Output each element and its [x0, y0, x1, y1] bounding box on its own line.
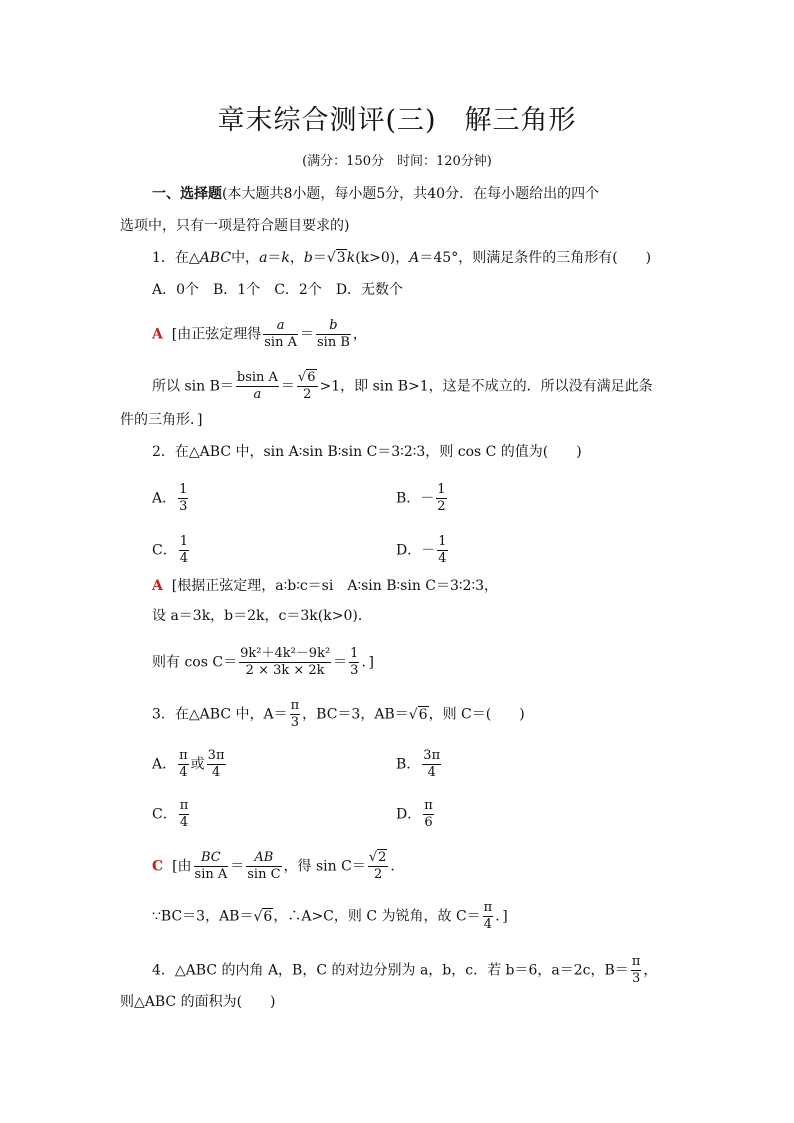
fraction: [239, 646, 331, 679]
fraction-denominator: 2: [303, 387, 312, 402]
q1-solution-line2: 所以 sin B＝ $\frac{\text{bsin A}}{a}$ ＝ $\frac{√6}{2}$ >1，即 sin B>1，这是不成立的．所以没有满足此条: [152, 370, 653, 402]
fraction-numerator: AB: [246, 850, 281, 867]
q3-solution-text: [由: [172, 858, 192, 875]
radicand: 2: [378, 850, 387, 865]
fraction-numerator: π: [179, 798, 189, 813]
fraction-denominator: 2 × 3k × 2k: [245, 663, 325, 678]
fraction-denominator: 4: [179, 551, 188, 566]
q2-solution-text: ．]: [361, 654, 374, 671]
q3-option-d: [396, 798, 436, 831]
q1-solution-text: 所以 sin B＝: [152, 378, 234, 395]
fraction-numerator: π: [179, 748, 188, 763]
equals: ＝: [230, 858, 245, 875]
fraction: [178, 748, 189, 781]
fraction-numerator: a: [263, 318, 298, 335]
q1-solution-text: ，: [352, 326, 367, 343]
q1-condition: (k>0)，: [355, 250, 410, 266]
fraction-numerator: 1: [350, 646, 359, 661]
fraction-numerator: 3π: [207, 748, 225, 763]
fraction-numerator: bsin A: [236, 370, 278, 385]
q2-solution-line2: 设 a＝3k，b＝2k，c＝3k(k>0)．: [152, 608, 372, 624]
fraction-denominator: 3: [631, 971, 641, 986]
section-intro-line2: 选项中，只有一项是符合题目要求的): [120, 218, 350, 234]
section-intro-text1: (本大题共8小题，每小题5分，共40分．在每小题给出的四个: [222, 186, 600, 202]
option-label: A．: [152, 490, 177, 507]
fraction: [437, 534, 447, 567]
q2-answer: A: [152, 578, 163, 594]
q3-option-c: [152, 798, 191, 831]
q1-var-k: k: [346, 250, 356, 266]
equals: ＝: [333, 654, 348, 671]
fraction: [179, 534, 189, 567]
q2-option-a: [152, 482, 190, 515]
fraction-numerator: 1: [438, 534, 447, 549]
q3-stem-part: 3．在△ABC 中，A＝: [152, 706, 288, 723]
page-title: 章末综合测评(三) 解三角形: [217, 105, 577, 136]
radicand: 6: [418, 706, 428, 723]
fraction-denominator: 4: [427, 765, 436, 780]
sqrt-symbol: √6: [408, 706, 428, 723]
q3-solution-text: ，∴A>C，则 C 为锐角，故 C＝: [273, 908, 481, 925]
q3-solution-text: ，得 sin C＝: [283, 858, 366, 875]
fraction: [436, 482, 446, 515]
option-label: C．: [152, 542, 177, 559]
fraction-denominator: 3: [179, 499, 188, 514]
q2-solution-text: [根据正弦定理，a∶b∶c＝si A∶sin B∶sin C＝3∶2∶3，: [171, 578, 499, 594]
fraction: [349, 646, 359, 679]
q1-options: A．0个 B．1个 C．2个 D．无数个: [152, 282, 404, 298]
q1-eq: ＝: [267, 250, 282, 266]
q2-option-d: [396, 534, 450, 567]
option-label: A．: [152, 756, 177, 773]
fraction: [179, 798, 190, 831]
fraction-numerator: 9k²＋4k²－9k²: [240, 646, 331, 661]
option-label: C．: [152, 806, 177, 823]
q3-solution-text: ∵BC＝3，AB＝: [152, 908, 254, 925]
q1-var-a: a: [259, 250, 268, 266]
q4-stem-part: 4．△ABC 的内角 A，B，C 的对边分别为 a，b，c．若 b＝6，a＝2c，B＝: [152, 962, 629, 979]
fraction-denominator: 4: [483, 917, 493, 932]
sqrt-symbol: √3: [326, 250, 346, 266]
q1-solution-text: [由正弦定理得: [171, 326, 262, 343]
q3-solution-line1: [152, 850, 404, 883]
fraction-numerator: π: [631, 954, 641, 969]
fraction-denominator: sin B: [316, 335, 350, 350]
fraction-numerator: [368, 850, 389, 867]
fraction-numerator: 3π: [423, 748, 441, 763]
q1-stem-part: 1．在△: [152, 250, 200, 266]
fraction: [422, 748, 441, 781]
fraction-denominator: 6: [424, 815, 433, 830]
q1-solution-text: >1，即 sin B>1，这是不成立的．所以没有满足此条: [319, 378, 653, 395]
q4-stem-line2: 则△ABC 的面积为( ): [120, 994, 276, 1010]
fraction: [483, 900, 494, 933]
q4-stem-part: ，: [643, 962, 658, 979]
fraction-denominator: sin C: [247, 867, 281, 882]
fraction-denominator: sin A: [194, 867, 228, 882]
fraction: [207, 748, 226, 781]
fraction-numerator: π: [290, 698, 300, 713]
fraction-numerator: BC: [194, 850, 229, 867]
sqrt-symbol: √6: [297, 370, 316, 385]
q2-solution-line1: [152, 576, 498, 596]
fraction-denominator: 2: [437, 499, 446, 514]
fraction-denominator: 3: [350, 663, 359, 678]
fraction: [178, 482, 188, 515]
fraction: [194, 850, 229, 883]
q3-solution-line2: [152, 900, 508, 933]
sqrt-symbol: √2: [368, 850, 387, 865]
radicand: 6: [307, 370, 316, 385]
option-label: B．: [396, 756, 421, 773]
radicand: 6: [263, 908, 273, 925]
q4-stem-line1: [152, 954, 657, 987]
q1-comma: ，: [289, 250, 304, 266]
fraction-numerator: π: [424, 798, 433, 813]
q2-option-b: [396, 482, 449, 515]
q2-stem: 2．在△ABC 中，sin A∶sin B∶sin C＝3∶2∶3，则 cos C 的值为( ): [152, 444, 582, 460]
q1-solution-line3: 件的三角形．]: [120, 412, 203, 428]
q1-var-k: k: [281, 250, 290, 266]
fraction: [236, 370, 279, 403]
q2-solution-text: 则有 cos C＝: [152, 654, 238, 671]
option-label: D．－: [396, 542, 436, 559]
fraction: [316, 318, 351, 351]
q3-option-b: [396, 748, 443, 781]
q2-solution-line3: [152, 646, 374, 679]
q3-stem: [152, 698, 525, 731]
fraction: [297, 370, 318, 403]
q1-stem-part: ＝45°，则满足条件的三角形有( ): [419, 250, 652, 266]
fraction-numerator: π: [483, 900, 493, 915]
fraction-numerator: 1: [437, 482, 446, 497]
fraction: [423, 798, 434, 831]
fraction-denominator: 4: [438, 551, 447, 566]
exam-meta: (满分：150分 时间：120分钟): [302, 154, 492, 169]
fraction: [263, 318, 298, 351]
fraction-numerator: b: [316, 318, 351, 335]
fraction-denominator: a: [253, 387, 262, 402]
fraction-numerator: 1: [179, 534, 188, 549]
q1-radicand: 3: [336, 250, 346, 266]
q3-answer: C: [152, 858, 164, 875]
fraction-denominator: 4: [179, 765, 188, 780]
q1-eq: ＝: [312, 250, 327, 266]
q1-var-b: b: [303, 250, 313, 266]
q3-solution-text: ．: [390, 858, 405, 875]
q1-triangle-name: ABC: [199, 250, 232, 266]
q3-stem-part: ，BC＝3，AB＝: [302, 706, 409, 723]
q2-option-c: [152, 534, 191, 567]
fraction-denominator: sin A: [264, 335, 297, 350]
q3-stem-part: ，则 C＝( ): [428, 706, 525, 723]
fraction-denominator: 2: [373, 867, 383, 882]
q1-solution-line1: A [由正弦定理得 $\frac{a}{\text{sin A}}$ ＝ $\frac{b}{\text{sin B}}$ ，: [152, 318, 367, 350]
option-label: D．: [396, 806, 422, 823]
fraction: [246, 850, 281, 883]
fraction-numerator: [297, 370, 318, 387]
option-or: 或: [190, 756, 205, 773]
fraction: [368, 850, 389, 883]
section-intro-line1: [152, 184, 599, 204]
q3-option-a: [152, 748, 228, 781]
sqrt-symbol: √6: [253, 908, 273, 925]
fraction-denominator: 4: [211, 765, 221, 780]
section-heading: 一、选择题: [152, 186, 222, 202]
fraction-numerator: 1: [179, 482, 188, 497]
q1-stem: [152, 248, 651, 268]
fraction-denominator: 3: [290, 715, 300, 730]
fraction: [631, 954, 642, 987]
fraction-denominator: 4: [179, 815, 189, 830]
q1-answer: A: [152, 326, 163, 343]
q3-solution-text: ．]: [495, 908, 508, 925]
q1-var-A: A: [409, 250, 420, 266]
option-label: B．－: [396, 490, 435, 507]
fraction: [290, 698, 301, 731]
q1-stem-part: 中，: [231, 250, 260, 266]
